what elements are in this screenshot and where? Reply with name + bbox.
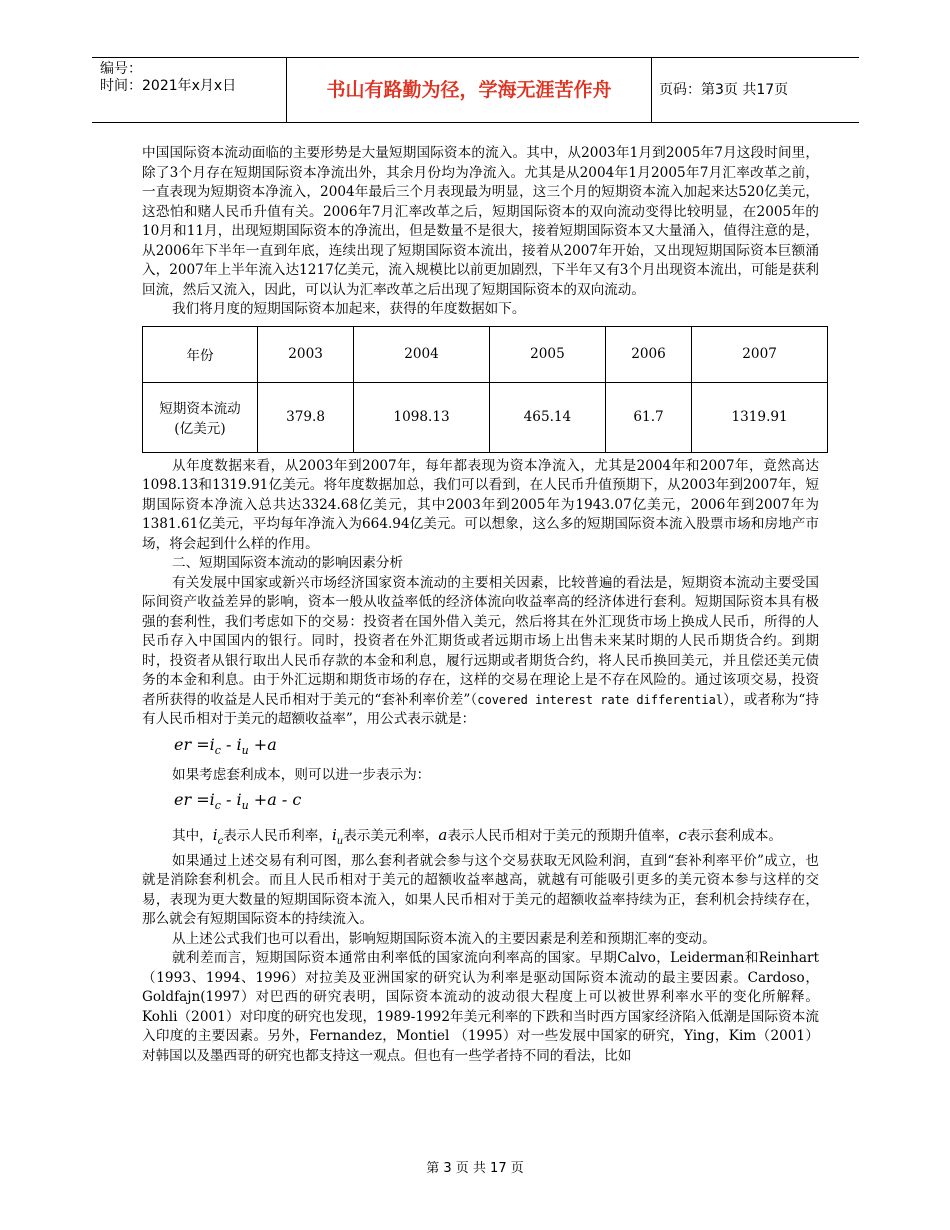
paragraph: 就利差而言，短期国际资本通常由利率低的国家流向利率高的国家。早期Calvo，Leiderman和Reinhart（1993、1994、1996）对拉美及亚洲国家的研究认为利率是驱动国际资本流动的最主要因素。Cardoso，Goldfajn(1997）对巴西的研究表明，国际资本流动的波动很大程度上可以被世界利率水平的变化所解释。Kohli（2001）对印度的研究也发现，1989-1992年美元利率的下跌和当时西方国家经济陷入低潮是国际资本流入印度的主要因素。另外，Fernandez，Montiel （1995）对一些发展中国家的研究，Ying，Kim（2001）对韩国以及墨西哥的研究也都支持这一观点。但也有一些学者持不同的看法，比如 (142, 950, 819, 1064)
row-label-line: (亿美元) (174, 421, 226, 437)
header-meta (100, 61, 285, 95)
header-divider (651, 58, 652, 122)
paragraph-symbol-definitions: 其中，$i_c$表示人民币利率，$i_u$表示美元利率，a表示人民币相对于美元的预期升值率，c表示套利成本。 (172, 826, 782, 848)
header-page-label: 页码：第3页 共17页 (659, 82, 789, 98)
document-body (142, 144, 819, 1066)
symbol-iu: $i_u$ (331, 826, 344, 848)
formula-excess-return: er $=i_c - i_u +a$ (174, 734, 277, 757)
table-header-cell: 2004 (354, 326, 490, 382)
table-header-cell: 2003 (258, 326, 354, 382)
table-row (143, 382, 828, 452)
section-heading: 二、短期国际资本流动的影响因素分析 (172, 555, 404, 571)
text-run: 有关发展中国家或新兴市场经济国家资本流动的主要相关因素，比较普遍的看法是，短期资本流动主要受国际间资产收益差异的影响，资本一般从收益率低的经济体流向收益率高的经济体进行套利。短期国际资本具有极强的套利性，我们考虑如下的交易：投资者在国外借入美元，然后将其在外汇现货市场上换成人民币，所得的人民币存入中国国内的银行。同时，投资者在外汇期货或者远期市场上出售未来某时期的人民币期货合约。到期时，投资者从银行取出人民币存款的本金和利息，履行远期或者期货合约，将人民币换回美元，并且偿还美元债务的本金和利息。由于外汇远期和期货市场的存在，这样的交易在理论上是不存在风险的。通过该项交易，投资者所获得的收益是人民币相对于美元的“套补利率价差”（ (142, 574, 819, 708)
symbol-c: c (678, 826, 687, 845)
paragraph: 中国国际资本流动面临的主要形势是大量短期国际资本的流入。其中，从2003年1月到2005年7月这段时间里，除了3个月存在短期国际资本净流出外，其余月份均为净流入。尤其是从2004年1月2005年7月汇率改革之前，一直表现为短期资本净流入，2004年最后三个月表现最为明显，这三个月的短期资本流入加起来达520亿美元，这恐怕和赌人民币升值有关。2006年7月汇率改革之后，短期国际资本的双向流动变得比较明显，在2005年的10月和11月，出现短期国际资本的净流出，但是数量不是很大，接着短期国际资本又大量涌入，值得注意的是，从2006年下半年一直到年底，连续出现了短期国际资本流出，接着从2007年开始，又出现短期国际资本巨额涌入，2007年上半年流入达1217亿美元，流入规模比以前更加剧烈，下半年又有3个月出现资本流出，可能是获利回流，然后又流入，因此，可以认为汇率改革之后出现了短期国际资本的双向流动。 (142, 145, 819, 298)
table-cell: 1319.91 (692, 382, 828, 452)
table-header-cell: 2006 (605, 326, 691, 382)
symbol-ic: $i_c$ (212, 826, 224, 848)
table-header-cell: 年份 (143, 326, 258, 382)
table-header-cell: 2007 (692, 326, 828, 382)
page-footer: 第 3 页 共 17 页 (426, 1161, 524, 1176)
english-term: covered interest rate differential (477, 692, 724, 707)
paragraph (142, 574, 819, 730)
table-header-cell: 2005 (489, 326, 605, 382)
text-run: ），或者称为“持有人民币相对于美元的超额收益率”，用公式表示就是： (142, 691, 819, 727)
paragraph: 从年度数据来看，从2003年到2007年，每年都表现为资本净流入，尤其是2004年和2007年，竟然高达1098.13和1319.91亿美元。将年度数据加总，我们可以看到，在人民币升值预期下，从2003年到2007年，短期国际资本净流入总共达3324.68亿美元，其中2003年到2005年为1943.07亿美元，2006年到2007年为1381.61亿美元，平均每年净流入为664.94亿美元。可以想象，这么多的短期国际资本流入股票市场和房地产市场，将会起到什么样的作用。 (142, 457, 819, 552)
table-row-label (143, 382, 258, 452)
header-divider (286, 58, 287, 122)
table-row (143, 326, 828, 382)
table-cell: 1098.13 (354, 382, 490, 452)
header-number: 编号： (100, 61, 142, 77)
table-cell: 61.7 (605, 382, 691, 452)
page-header (92, 57, 859, 123)
header-time: 时间：2021年x月x日 (100, 78, 237, 94)
table-cell: 465.14 (489, 382, 605, 452)
paragraph: 如果通过上述交易有利可图，那么套利者就会参与这个交易获取无风险利润，直到“套补利率平价”成立，也就是消除套利机会。而且人民币相对于美元的超额收益率越高，就越有可能吸引更多的美元资本参与这样的交易，表现为更大数量的短期国际资本流入，如果人民币相对于美元的超额收益率持续为正，套利机会持续存在，那么就会有短期国际资本的持续流入。 (142, 852, 819, 928)
table-cell: 379.8 (258, 382, 354, 452)
annual-data-table (142, 326, 828, 453)
row-label-line: 短期资本流动 (159, 401, 241, 417)
symbol-a: a (438, 826, 448, 845)
header-motto: 书山有路勤为径，学海无涯苦作舟 (326, 79, 612, 101)
paragraph: 从上述公式我们也可以看出，影响短期国际资本流入的主要因素是利差和预期汇率的变动。 (172, 930, 716, 947)
paragraph: 如果考虑套利成本，则可以进一步表示为： (172, 766, 431, 783)
paragraph: 我们将月度的短期国际资本加起来，获得的年度数据如下。 (172, 301, 526, 317)
formula-with-cost: er $=i_c - i_u +a - c$ (174, 790, 302, 813)
